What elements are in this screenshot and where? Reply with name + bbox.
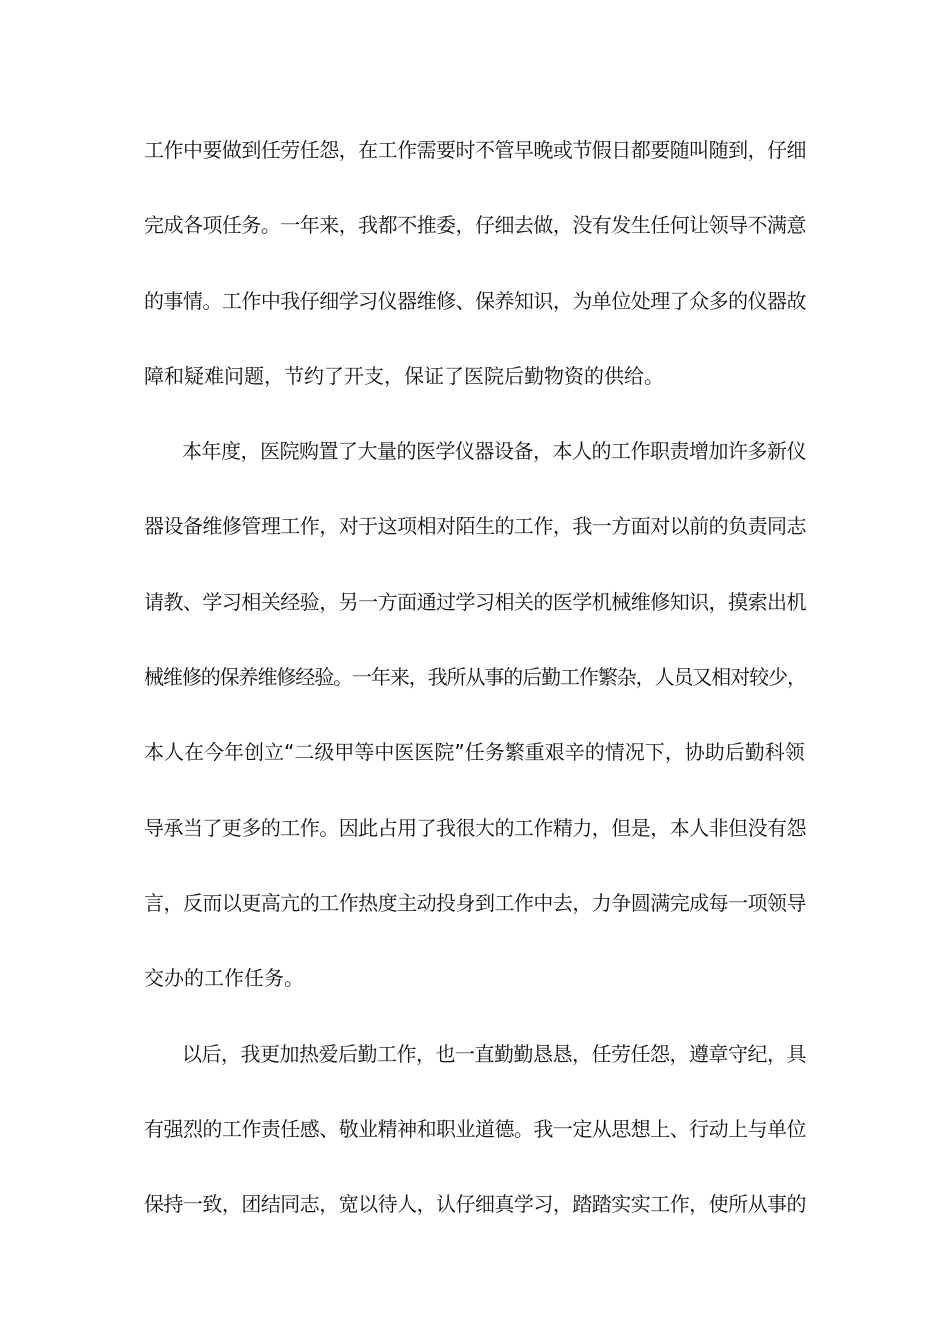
text-line: 障和疑难问题，节约了开支，保证了医院后勤物资的供给。 <box>144 363 664 388</box>
text-line: 械维修的保养维修经验。一年来，我所从事的后勤工作繁杂，人员又相对较少， <box>144 665 806 690</box>
text-line: 交办的工作任务。 <box>144 966 304 991</box>
text-line: 的事情。工作中我仔细学习仪器维修、保养知识，为单位处理了众多的仪器故 <box>144 288 806 313</box>
text-line: 器设备维修管理工作，对于这项相对陌生的工作，我一方面对以前的负责同志 <box>144 514 806 539</box>
text-line: 保持一致，团结同志，宽以待人，认仔细真学习，踏踏实实工作，使所从事的 <box>144 1192 806 1217</box>
paragraph-first-line: 以后，我更加热爱后勤工作，也一直勤勤恳恳，任劳任怨，遵章守纪，具 <box>182 1041 806 1066</box>
text-line: 言，反而以更高亢的工作热度主动投身到工作中去，力争圆满完成每一项领导 <box>144 890 806 915</box>
paragraph-first-line: 本年度，医院购置了大量的医学仪器设备，本人的工作职责增加许多新仪 <box>182 439 806 464</box>
text-line: 导承当了更多的工作。因此占用了我很大的工作精力，但是，本人非但没有怨 <box>144 815 806 840</box>
text-line: 请教、学习相关经验，另一方面通过学习相关的医学机械维修知识，摸索出机 <box>144 589 806 614</box>
text-line: 工作中要做到任劳任怨，在工作需要时不管早晚或节假日都要随叫随到，仔细 <box>144 138 806 162</box>
document-body <box>144 131 806 1260</box>
text-line: 完成各项任务。一年来，我都不推委，仔细去做，没有发生任何让领导不满意 <box>144 213 806 238</box>
text-line: 有强烈的工作责任感、敬业精神和职业道德。我一定从思想上、行动上与单位 <box>144 1116 806 1141</box>
text-line: 本人在今年创立“二级甲等中医医院”任务繁重艰辛的情况下，协助后勤科领 <box>144 740 805 765</box>
